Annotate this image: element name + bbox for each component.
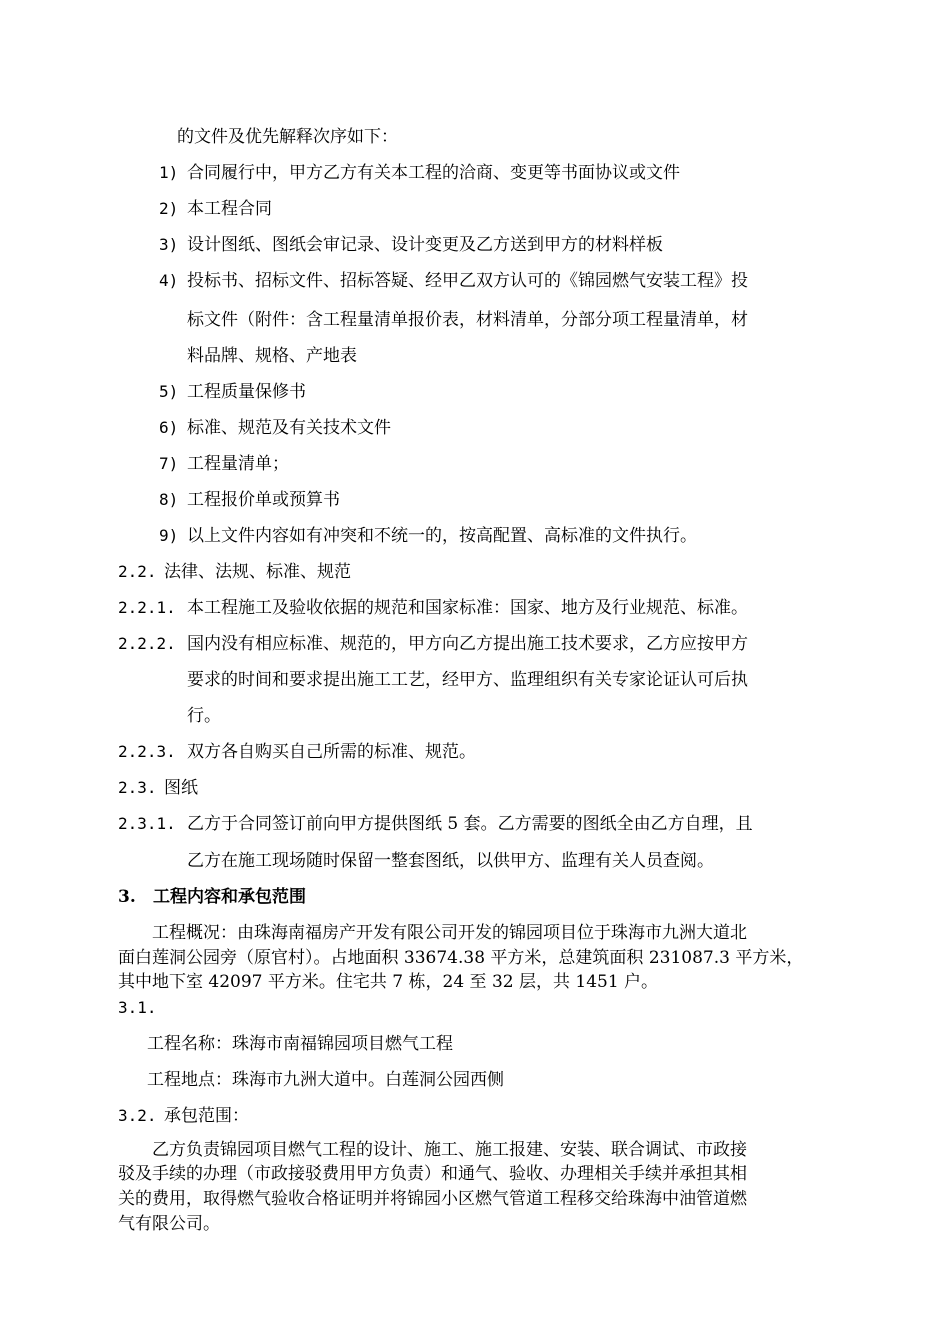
list-item-number: 5) bbox=[159, 382, 179, 401]
list-item-number: 9) bbox=[159, 526, 179, 545]
section-heading: 法律、法规、标准、规范 bbox=[164, 562, 351, 582]
section-text: 国内没有相应标准、规范的，甲方向乙方提出施工技术要求，乙方应按甲方 bbox=[187, 634, 748, 654]
list-item-text: 以上文件内容如有冲突和不统一的，按高配置、高标准的文件执行。 bbox=[187, 526, 697, 546]
project-location: 工程地点：珠海市九洲大道中。白莲洞公园西侧 bbox=[147, 1070, 504, 1090]
overview-text: 其中地下室 42097 平方米。住宅共 7 栋，24 至 32 层，共 1451 户。 bbox=[118, 972, 659, 992]
chapter-heading: 工程内容和承包范围 bbox=[153, 887, 306, 907]
scope-text: 气有限公司。 bbox=[118, 1214, 220, 1234]
overview-text: 面白莲洞公园旁（原官村）。占地面积 33674.38 平方米，总建筑面积 231087.3 平方米， bbox=[118, 948, 804, 968]
section-text: 乙方于合同签订前向甲方提供图纸 5 套。乙方需要的图纸全由乙方自理，且 bbox=[187, 814, 753, 834]
list-item-text: 本工程合同 bbox=[187, 199, 272, 219]
list-item-continuation: 料品牌、规格、产地表 bbox=[187, 346, 357, 366]
section-number: 2.3.1. bbox=[118, 814, 176, 833]
list-item-text: 工程质量保修书 bbox=[187, 382, 306, 402]
section-text: 行。 bbox=[187, 706, 221, 726]
list-item-continuation: 标文件（附件：含工程量清单报价表，材料清单，分部分项工程量清单，材 bbox=[187, 310, 748, 330]
scope-text: 驳及手续的办理（市政接驳费用甲方负责）和通气、验收、办理相关手续并承担其相 bbox=[118, 1164, 747, 1184]
section-text: 双方各自购买自己所需的标准、规范。 bbox=[187, 742, 476, 762]
scope-text: 乙方负责锦园项目燃气工程的设计、施工、施工报建、安装、联合调试、市政接 bbox=[152, 1140, 747, 1160]
section-heading: 承包范围： bbox=[164, 1106, 249, 1126]
section-number: 3.1. bbox=[118, 998, 157, 1017]
list-item-text: 标准、规范及有关技术文件 bbox=[187, 418, 391, 438]
list-item-number: 4) bbox=[159, 271, 179, 290]
section-number: 2.2. bbox=[118, 562, 157, 581]
list-item-text: 合同履行中，甲方乙方有关本工程的洽商、变更等书面协议或文件 bbox=[187, 163, 680, 183]
intro-line: 的文件及优先解释次序如下： bbox=[177, 127, 398, 147]
scope-text: 关的费用，取得燃气验收合格证明并将锦园小区燃气管道工程移交给珠海中油管道燃 bbox=[118, 1189, 747, 1209]
list-item-number: 3) bbox=[159, 235, 179, 254]
section-number: 3.2. bbox=[118, 1106, 157, 1125]
overview-text: 工程概况：由珠海南福房产开发有限公司开发的锦园项目位于珠海市九洲大道北 bbox=[152, 923, 747, 943]
list-item-number: 6) bbox=[159, 418, 179, 437]
list-item-text: 投标书、招标文件、招标答疑、经甲乙双方认可的《锦园燃气安装工程》投 bbox=[187, 271, 748, 291]
list-item-number: 8) bbox=[159, 490, 179, 509]
list-item-number: 7) bbox=[159, 454, 179, 473]
section-number: 2.2.1. bbox=[118, 598, 176, 617]
list-item-text: 工程量清单； bbox=[187, 454, 289, 474]
list-item-text: 工程报价单或预算书 bbox=[187, 490, 340, 510]
section-heading: 图纸 bbox=[164, 778, 198, 798]
section-number: 2.3. bbox=[118, 778, 157, 797]
list-item-text: 设计图纸、图纸会审记录、设计变更及乙方送到甲方的材料样板 bbox=[187, 235, 663, 255]
section-number: 2.2.3. bbox=[118, 742, 176, 761]
list-item-number: 1) bbox=[159, 163, 179, 182]
section-text: 本工程施工及验收依据的规范和国家标准：国家、地方及行业规范、标准。 bbox=[187, 598, 748, 618]
chapter-number: 3. bbox=[118, 887, 136, 907]
section-number: 2.2.2. bbox=[118, 634, 176, 653]
section-text: 乙方在施工现场随时保留一整套图纸，以供甲方、监理有关人员查阅。 bbox=[187, 851, 714, 871]
project-name: 工程名称：珠海市南福锦园项目燃气工程 bbox=[147, 1034, 453, 1054]
list-item-number: 2) bbox=[159, 199, 179, 218]
section-text: 要求的时间和要求提出施工工艺，经甲方、监理组织有关专家论证认可后执 bbox=[187, 670, 748, 690]
